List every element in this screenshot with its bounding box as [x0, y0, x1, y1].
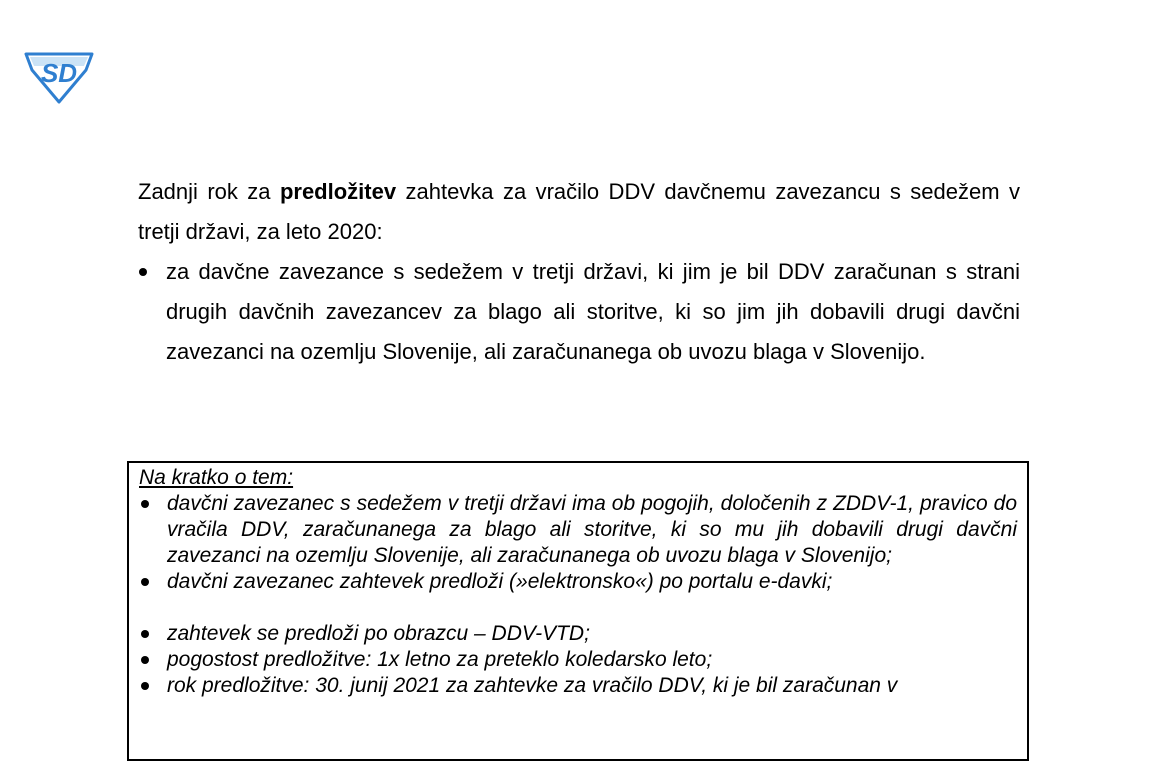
summary-bullet-text: davčni zavezanec s sedežem v tretji državi ima ob pogojih, določenih z ZDDV-1, pravico do vračila DDV, zaračunanega za blago ali storitve, ki so mu jih dobavili drugi davčni zavezanci na ozemlju Slovenije, ali zaračunanega ob uvozu blaga v Slovenijo; [167, 492, 1017, 567]
intro-bullet-text: za davčne zavezance s sedežem v tretji državi, ki jim je bil DDV zaračunan s strani drugih davčnih zavezancev za blago ali storitve, ki so jim jih dobavili drugi davčni zavezanci na ozemlju Slovenije, ali zaračunanega ob uvozu blaga v Slovenijo. [166, 259, 1020, 364]
intro-text-end: zahtevka za vračilo DDV davčnemu zavezancu s sedežem v tretji državi, za leto 2020: [138, 179, 1020, 244]
bullet-icon [139, 268, 147, 276]
company-logo [22, 48, 96, 104]
intro-paragraph [138, 172, 1020, 252]
bullet-icon [141, 578, 149, 586]
summary-bullet-item [139, 673, 1017, 699]
intro-bullet-list [138, 252, 1020, 372]
intro-bullet-item [138, 252, 1020, 372]
summary-bullet-item [139, 647, 1017, 673]
summary-bullet-text: pogostost predložitve: 1x letno za preteklo koledarsko leto; [167, 648, 713, 671]
summary-bullet-item [139, 569, 1017, 595]
summary-bullet-item [139, 491, 1017, 569]
intro-section [138, 172, 1020, 372]
summary-title: Na kratko o tem: [139, 466, 294, 489]
summary-bullet-text: rok predložitve: 30. junij 2021 za zahtevke za vračilo DDV, ki je bil zaračunan v [167, 674, 898, 697]
summary-bullet-text: davčni zavezanec zahtevek predloži (»elektronsko«) po portalu e-davki; [167, 570, 833, 593]
sd-shield-logo-icon [22, 48, 96, 104]
intro-text-start: Zadnji rok za [138, 179, 280, 204]
spacer [139, 595, 1017, 621]
bullet-icon [141, 500, 149, 508]
summary-bullet-list-2 [139, 621, 1017, 699]
summary-bullet-text: zahtevek se predloži po obrazcu – DDV-VTD; [167, 622, 590, 645]
logo-text: SD [40, 58, 78, 88]
summary-bullet-list [139, 491, 1017, 595]
summary-bullet-item [139, 621, 1017, 647]
bullet-icon [141, 682, 149, 690]
bullet-icon [141, 656, 149, 664]
bullet-icon [141, 630, 149, 638]
summary-box [127, 461, 1029, 761]
intro-keyword: predložitev [279, 179, 397, 204]
